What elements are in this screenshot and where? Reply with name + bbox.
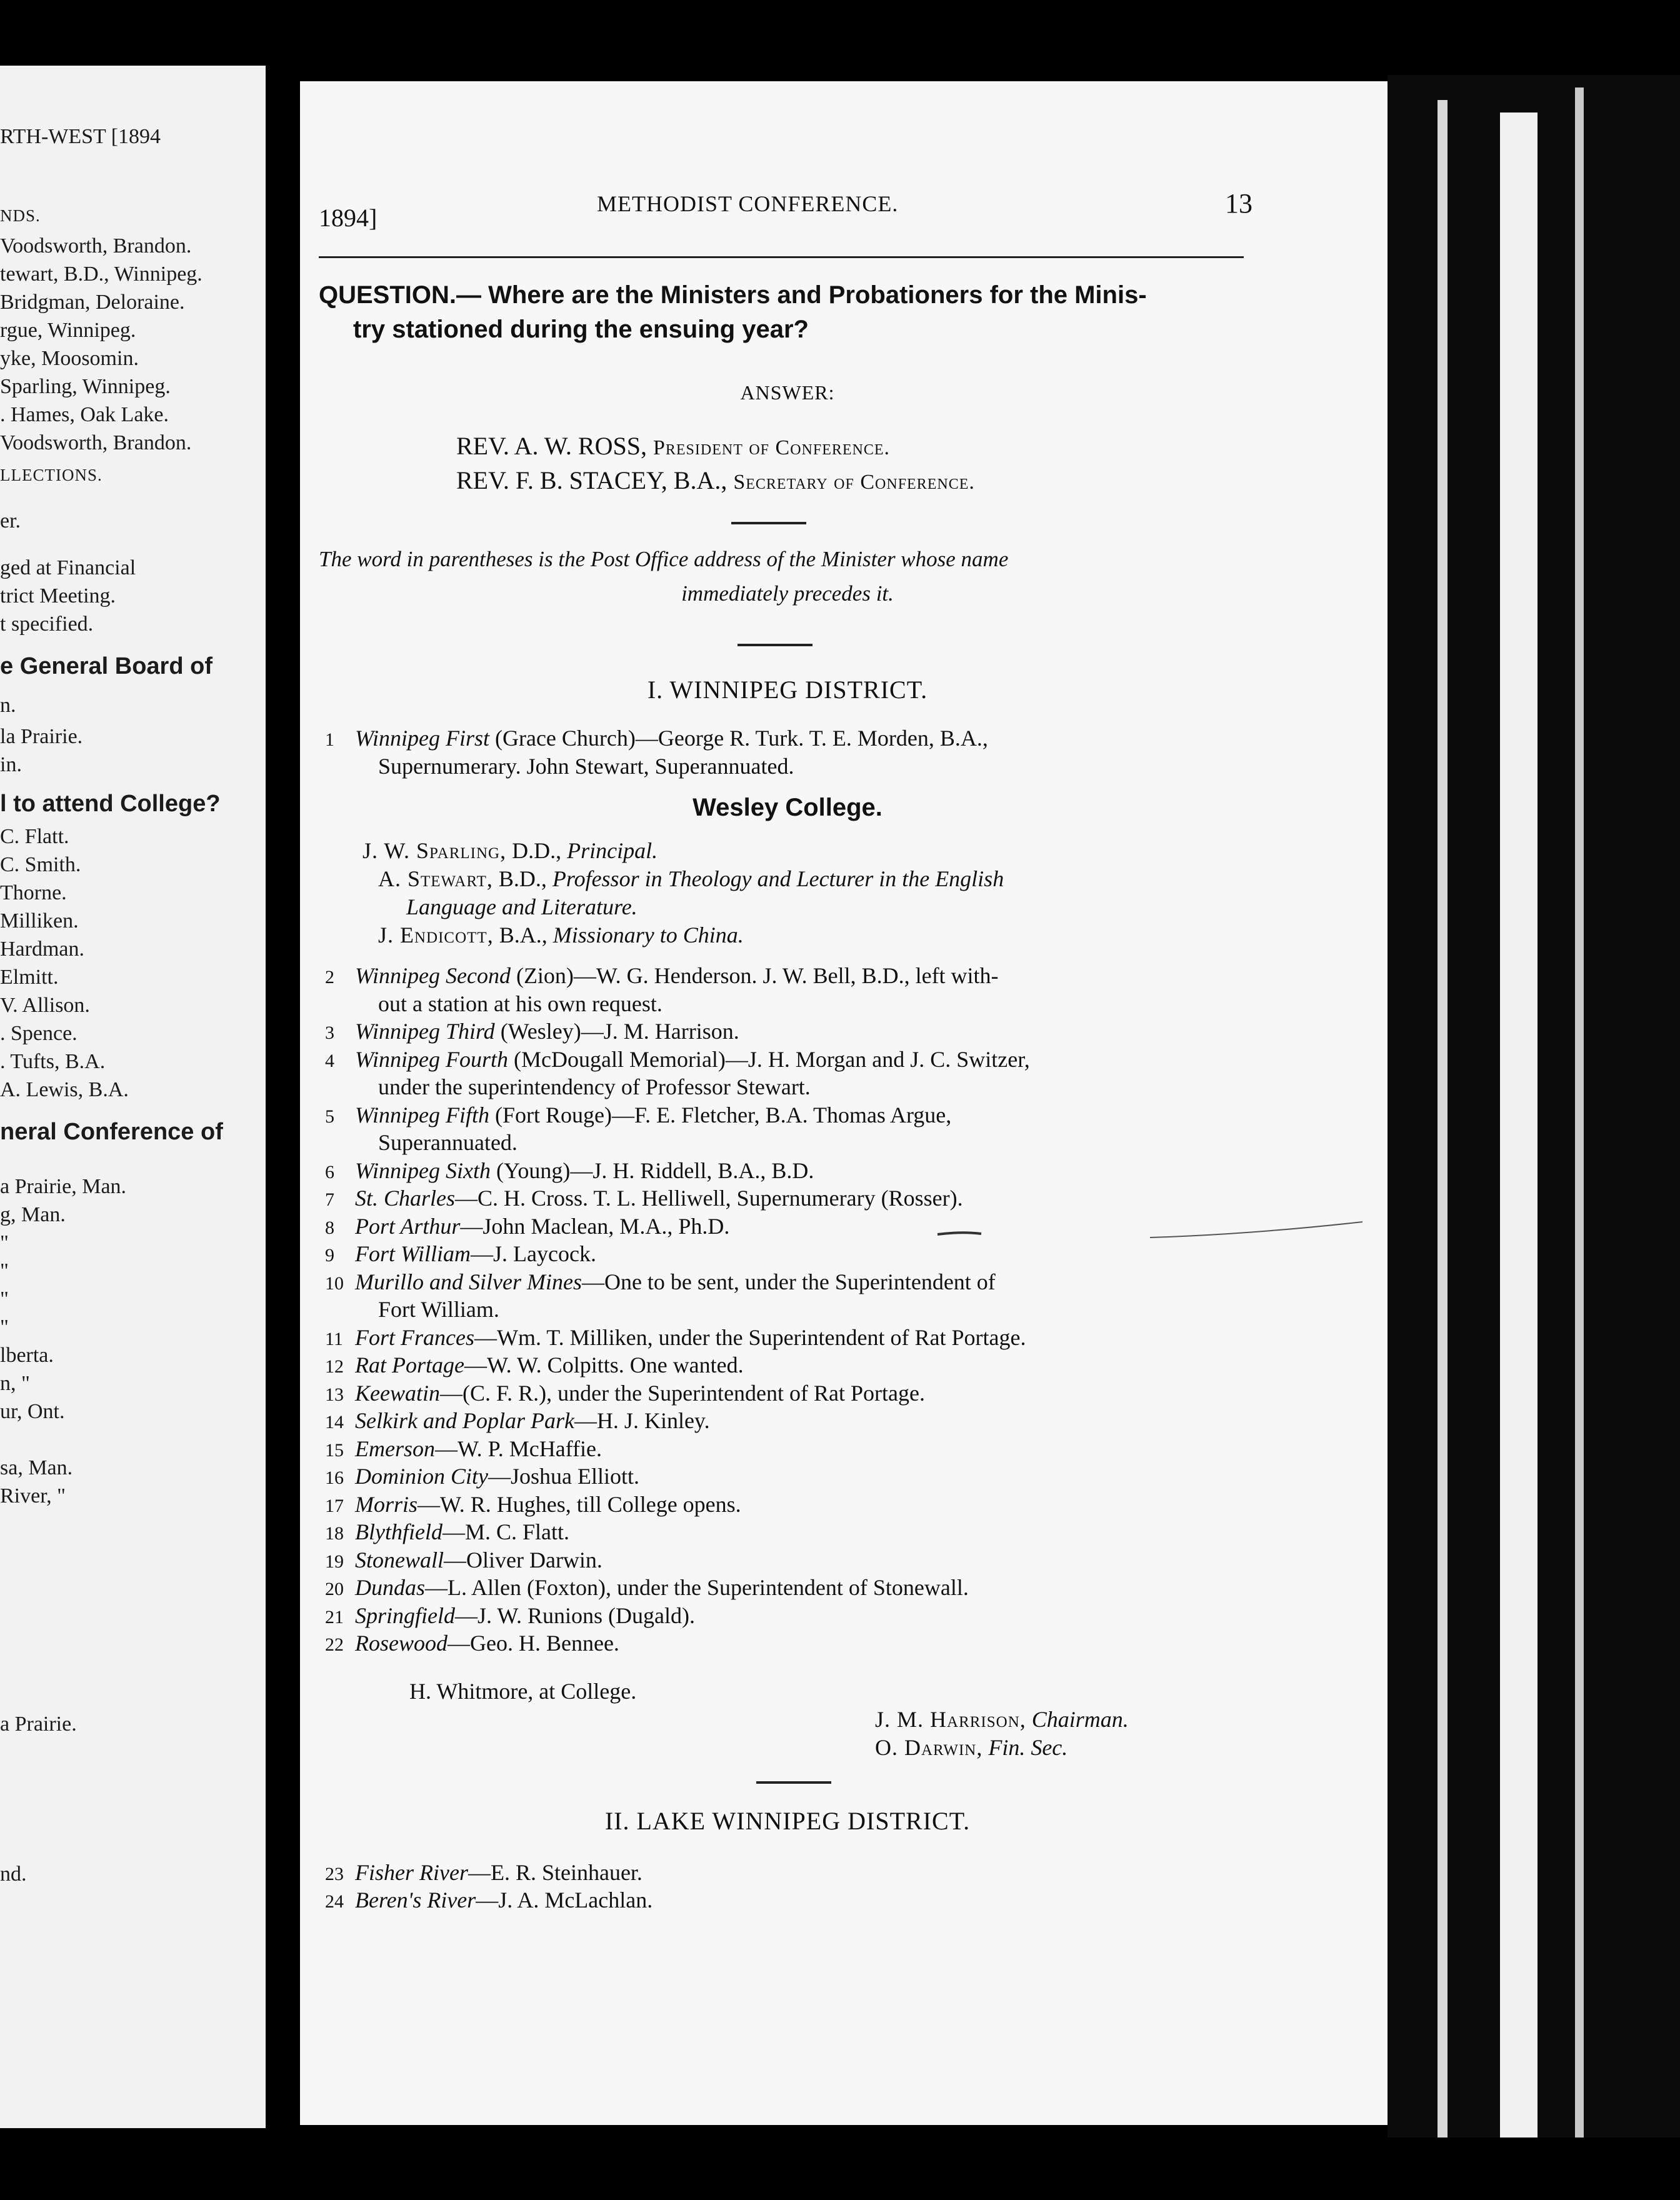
college-staff [378,922,744,948]
signer-role: Fin. Sec. [988,1735,1068,1760]
left-page-line: t specified. [0,612,94,636]
station-place: Morris [355,1491,418,1517]
extra-note: H. Whitmore, at College. [409,1679,637,1704]
station-number: 15 [325,1439,344,1461]
station-number: 19 [325,1551,344,1572]
header-year: 1894] [319,204,378,232]
page-number: 13 [1225,188,1252,219]
station-entry [325,1324,1026,1351]
station-entry [325,1630,619,1656]
station-number: 14 [325,1412,344,1432]
station-place: Winnipeg Fifth [355,1102,489,1128]
station-detail: —W. R. Hughes, till College opens. [418,1491,741,1517]
station-number: 22 [325,1634,344,1655]
station-place: Beren's River [355,1888,476,1912]
station-place: Blythfield [355,1519,442,1544]
officer-president [456,431,890,461]
staff-role: Professor in Theology and Lecturer in the English [552,866,1004,891]
station-number: 21 [325,1606,344,1628]
station-place: Rat Portage [355,1352,464,1378]
station-place: Winnipeg Fourth [355,1046,508,1072]
college-heading: Wesley College. [692,794,882,821]
station-detail: (Grace Church)—George R. Turk. T. E. Morden, B.A., [489,726,988,751]
station-detail: —J. Laycock. [471,1241,596,1266]
left-page-line: sa, Man. [0,1456,73,1479]
station-place: Springfield [355,1602,455,1628]
staff-role: Principal. [567,838,658,863]
left-page-line: l to attend College? [0,791,221,817]
station-entry [325,1602,695,1629]
station-entry [325,962,999,989]
station-place: Stonewall [355,1547,444,1572]
district-1-heading: I. WINNIPEG DISTRICT. [647,676,928,704]
divider [756,1781,831,1784]
station-detail: —L. Allen (Foxton), under the Superintendent of Stonewall. [425,1575,969,1600]
left-page-line: Elmitt. [0,966,59,989]
left-page-line: River, " [0,1484,66,1508]
signer-chairman [875,1706,1129,1732]
station-entry [325,1046,1030,1072]
station-place: Keewatin [355,1380,440,1406]
left-page-line: rgue, Winnipeg. [0,319,136,342]
station-number: 9 [325,1245,334,1266]
station-entry [325,1102,951,1128]
question-label: QUESTION. [319,281,457,309]
station-entry [325,1491,741,1518]
station-detail: —John Maclean, M.A., Ph.D. [460,1213,730,1239]
station-number: 20 [325,1579,344,1599]
station-place: Winnipeg Third [355,1019,495,1044]
staff-role: Missionary to China. [552,922,744,948]
staff-role-continuation: Language and Literature. [406,894,638,919]
station-place: Fort William [355,1241,471,1266]
station-detail: —M. C. Flatt. [442,1519,569,1544]
signer-fin-sec [875,1734,1068,1761]
station-number: 24 [325,1891,344,1912]
station-entry [325,1018,739,1044]
note-line-2: immediately precedes it. [681,581,894,606]
station-detail: —Wm. T. Milliken, under the Superintendent of Rat Portage. [474,1324,1026,1350]
staff-name: J. W. Sparling, [362,838,507,863]
main-page [300,81,1388,2125]
left-page-line: . Tufts, B.A. [0,1050,106,1073]
station-detail: —J. W. Runions (Dugald). [455,1602,696,1628]
edge-band [1438,100,1448,2138]
question-line-1 [319,281,1147,309]
station-place: St. Charles [355,1186,456,1211]
left-page-line: " [0,1288,9,1311]
question-text-2: try stationed during the ensuing year? [353,316,809,343]
station-detail: —E. R. Steinhauer. [468,1860,642,1885]
question-text-1: — Where are the Ministers and Probationers for the Minis- [456,281,1147,309]
left-page-line: C. Smith. [0,853,81,876]
left-page-line: Voodsworth, Brandon. [0,431,192,454]
station-detail: (Zion)—W. G. Henderson. J. W. Bell, B.D., left with- [510,963,999,988]
station-place: Murillo and Silver Mines [355,1269,582,1294]
station-detail: (Young)—J. H. Riddell, B.A., B.D. [490,1158,814,1183]
station-place: Winnipeg Second [355,963,511,988]
station-number: 12 [325,1356,344,1377]
station-continuation: Superannuated. [378,1130,518,1155]
station-entry [325,1380,925,1406]
left-page-line: lberta. [0,1344,54,1367]
left-page-line: er. [0,509,21,532]
staff-name: J. Endicott, [378,922,494,948]
left-page-line: ged at Financial [0,556,136,579]
left-page-line: NDS. [0,206,41,225]
left-page-line: Hardman. [0,938,85,961]
left-page-line: yke, Moosomin. [0,347,139,370]
station-entry [325,1158,814,1184]
station-entry [325,1269,996,1295]
station-entry [325,1408,710,1434]
left-page-line: Voodsworth, Brandon. [0,234,192,258]
college-staff [378,866,1004,892]
station-number: 10 [325,1272,344,1294]
station-entry [325,1352,744,1378]
left-page [0,66,266,2128]
signer-role: Chairman. [1031,1707,1129,1732]
left-page-line: n, " [0,1372,30,1395]
left-page-line: ur, Ont. [0,1400,65,1423]
left-page-line: a Prairie, Man. [0,1175,127,1198]
left-page-line: . Hames, Oak Lake. [0,403,169,426]
station-place: Dominion City [355,1464,488,1489]
station-detail: (Fort Rouge)—F. E. Fletcher, B.A. Thomas Argue, [489,1102,952,1128]
staff-degree: B.D., [492,866,552,891]
edge-band [1500,112,1538,2138]
edge-band [1575,88,1584,2138]
station-place: Selkirk and Poplar Park [355,1408,574,1433]
station-number: 5 [325,1106,334,1127]
station-detail: —Joshua Elliott. [488,1464,639,1489]
staff-degree: B.A., [493,922,553,948]
officer-name: REV. A. W. ROSS, [456,432,647,460]
divider [731,522,806,524]
note-line-1: The word in parentheses is the Post Office address of the Minister whose name [319,547,1009,571]
left-page-line: g, Man. [0,1203,66,1226]
station-entry [325,1887,652,1913]
left-page-line: Bridgman, Deloraine. [0,291,185,314]
officer-title: President of Conference. [652,436,891,459]
signer-name: J. M. Harrison, [875,1707,1026,1732]
staff-name: A. Stewart, [378,866,493,891]
station-place: Fort Frances [355,1324,474,1350]
station-place: Winnipeg First [355,726,489,751]
station-detail: —C. H. Cross. T. L. Helliwell, Supernumerary (Rosser). [455,1186,963,1211]
station-place: Port Arthur [355,1213,461,1239]
station-entry [325,1185,963,1211]
left-page-line: " [0,1231,9,1254]
station-number: 11 [325,1328,343,1349]
station-number: 18 [325,1523,344,1544]
station-entry [325,1519,569,1545]
station-detail: (McDougall Memorial)—J. H. Morgan and J. C. Switzer, [508,1046,1030,1072]
station-entry [325,1241,596,1267]
left-page-line: LLECTIONS. [0,466,102,484]
station-continuation: Fort William. [378,1297,499,1322]
station-detail: —W. P. McHaffie. [435,1436,602,1461]
station-number: 6 [325,1161,334,1182]
left-page-line: tewart, B.D., Winnipeg. [0,262,202,286]
station-entry [325,1574,969,1601]
station-number: 7 [325,1189,334,1210]
left-page-line: Thorne. [0,881,67,904]
station-number: 8 [325,1217,334,1238]
left-page-line: neral Conference of [0,1119,223,1145]
station-continuation: under the superintendency of Professor Stewart. [378,1074,811,1099]
answer-heading: ANSWER: [740,381,835,404]
station-detail: —W. W. Colpitts. One wanted. [464,1352,744,1378]
divider [738,644,812,646]
college-staff [362,838,658,864]
left-page-line: . Spence. [0,1022,78,1045]
station-detail: —J. A. McLachlan. [476,1888,653,1912]
left-page-line: " [0,1316,9,1339]
station-place: Emerson [355,1436,435,1461]
station-entry [325,1213,729,1239]
left-page-line: la Prairie. [0,725,83,748]
district-2-heading: II. LAKE WINNIPEG DISTRICT. [604,1807,971,1835]
station-entry [325,1436,602,1462]
station-entry [325,1463,639,1489]
left-page-line: RTH-WEST [1894 [0,125,161,148]
left-page-line: " [0,1259,9,1282]
station-number: 17 [325,1495,344,1516]
station-entry [325,1547,602,1573]
station-continuation: Supernumerary. John Stewart, Superannuated. [378,754,794,779]
left-page-line: Milliken. [0,909,79,932]
station-place: Rosewood [355,1631,448,1656]
officer-name: REV. F. B. STACEY, B.A., [456,466,728,494]
book-edge [1388,75,1680,2138]
station-place: Fisher River [355,1860,468,1885]
pencil-mark [925,1212,1375,1250]
left-page-line: nd. [0,1862,27,1886]
left-page-line: n. [0,694,16,717]
station-number: 23 [325,1864,344,1884]
left-page-line: e General Board of [0,653,212,679]
station-detail: (Wesley)—J. M. Harrison. [494,1019,739,1044]
station-number: 4 [325,1050,334,1071]
officer-title: Secretary of Conference. [733,471,975,494]
left-page-line: a Prairie. [0,1712,77,1736]
station-number: 13 [325,1384,344,1405]
officer-secretary [456,466,975,495]
signer-name: O. Darwin, [875,1735,983,1760]
header-title: METHODIST CONFERENCE. [597,191,899,216]
station-continuation: out a station at his own request. [378,991,662,1016]
station-detail: —Geo. H. Bennee. [448,1631,619,1656]
left-page-line: C. Flatt. [0,825,69,848]
station-number: 16 [325,1468,344,1488]
left-page-line: A. Lewis, B.A. [0,1078,129,1101]
station-number: 1 [325,729,334,750]
left-page-line: trict Meeting. [0,584,116,608]
station-detail: —One to be sent, under the Superintendent of [581,1269,996,1294]
station-number: 3 [325,1022,334,1043]
station-place: Winnipeg Sixth [355,1158,491,1183]
station-entry [325,1859,642,1886]
station-number: 2 [325,967,334,988]
left-page-line: V. Allison. [0,994,90,1017]
header-rule [319,256,1244,258]
left-page-line: in. [0,753,22,776]
station-detail: —H. J. Kinley. [574,1408,710,1433]
station-detail: —(C. F. R.), under the Superintendent of Rat Portage. [439,1380,925,1406]
staff-degree: D.D., [506,838,568,863]
left-page-line: Sparling, Winnipeg. [0,375,171,398]
station-place: Dundas [355,1575,426,1600]
station-detail: —Oliver Darwin. [444,1547,602,1572]
station-entry [325,725,988,751]
